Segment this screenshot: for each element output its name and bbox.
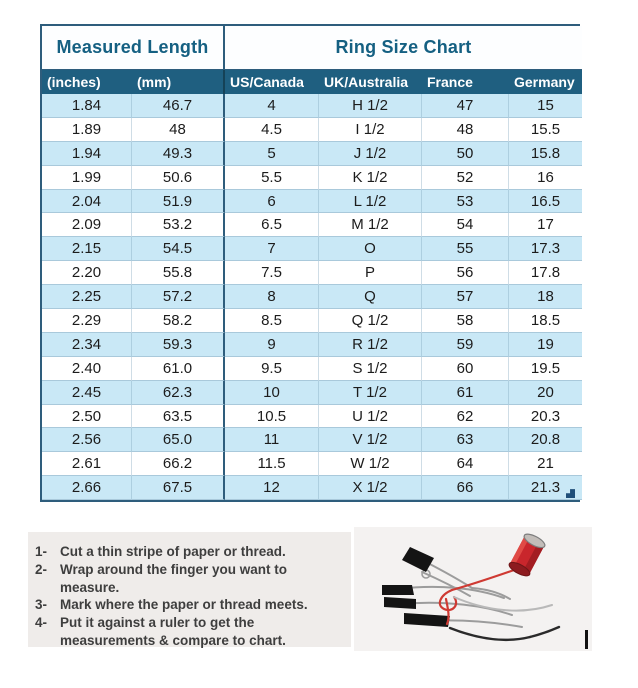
column-header-france: France [422, 70, 509, 94]
cell-r13-c1: 2.45 [42, 381, 132, 405]
gray-thread [454, 597, 552, 611]
cell-r7-c4: O [319, 237, 422, 261]
column-header-inches: (inches) [42, 70, 132, 94]
cell-r5-c4: L 1/2 [319, 190, 422, 214]
cell-r10-c6: 18.5 [509, 309, 582, 333]
step-number: 4- [35, 615, 48, 631]
cell-r3-c3: 5 [225, 142, 319, 166]
cell-r10-c4: Q 1/2 [319, 309, 422, 333]
cell-r4-c3: 5.5 [225, 166, 319, 190]
cell-r2-c6: 15.5 [509, 118, 582, 142]
instruction-step-2 [35, 561, 345, 597]
cell-r15-c4: V 1/2 [319, 428, 422, 452]
instruction-step-3 [35, 596, 345, 614]
cell-r11-c2: 59.3 [132, 333, 225, 357]
cell-r16-c3: 11.5 [225, 452, 319, 476]
cell-r17-c4: X 1/2 [319, 476, 422, 500]
cell-r16-c1: 2.61 [42, 452, 132, 476]
cell-r16-c5: 64 [422, 452, 509, 476]
cell-r15-c1: 2.56 [42, 428, 132, 452]
cell-r3-c6: 15.8 [509, 142, 582, 166]
cell-r9-c6: 18 [509, 285, 582, 309]
cell-r15-c5: 63 [422, 428, 509, 452]
cell-r6-c1: 2.09 [42, 213, 132, 237]
cell-r17-c6: 21.3 [509, 476, 582, 500]
text-cursor-artifact [585, 630, 588, 649]
cell-r12-c2: 61.0 [132, 357, 225, 381]
cell-r3-c5: 50 [422, 142, 509, 166]
table-title-ring-size-chart: Ring Size Chart [225, 26, 582, 70]
column-header-germany: Germany [509, 70, 582, 94]
cell-r5-c5: 53 [422, 190, 509, 214]
cell-r13-c4: T 1/2 [319, 381, 422, 405]
cell-r13-c6: 20 [509, 381, 582, 405]
cell-r7-c1: 2.15 [42, 237, 132, 261]
cell-r5-c6: 16.5 [509, 190, 582, 214]
cell-r12-c4: S 1/2 [319, 357, 422, 381]
cell-r4-c6: 16 [509, 166, 582, 190]
cell-r6-c5: 54 [422, 213, 509, 237]
cell-r13-c3: 10 [225, 381, 319, 405]
instructions-panel [28, 532, 351, 647]
cell-r4-c2: 50.6 [132, 166, 225, 190]
cell-r11-c1: 2.34 [42, 333, 132, 357]
cell-r6-c2: 53.2 [132, 213, 225, 237]
cell-r11-c6: 19 [509, 333, 582, 357]
hand-illustration-panel [354, 527, 592, 651]
cell-r17-c3: 12 [225, 476, 319, 500]
step-text: Put it against a ruler to get the measurements & compare to chart. [60, 615, 286, 649]
cell-r12-c6: 19.5 [509, 357, 582, 381]
cell-r9-c4: Q [319, 285, 422, 309]
cell-r14-c2: 63.5 [132, 405, 225, 429]
cell-r7-c2: 54.5 [132, 237, 225, 261]
cell-r14-c3: 10.5 [225, 405, 319, 429]
step-number: 2- [35, 561, 48, 577]
cell-r16-c4: W 1/2 [319, 452, 422, 476]
cell-r13-c5: 61 [422, 381, 509, 405]
step-number: 3- [35, 597, 48, 613]
cell-r15-c3: 11 [225, 428, 319, 452]
cell-r8-c2: 55.8 [132, 261, 225, 285]
cell-r2-c5: 48 [422, 118, 509, 142]
cell-r3-c1: 1.94 [42, 142, 132, 166]
cell-r8-c3: 7.5 [225, 261, 319, 285]
wrist-lines [450, 627, 559, 640]
cell-r8-c4: P [319, 261, 422, 285]
cell-r14-c4: U 1/2 [319, 405, 422, 429]
cell-r8-c1: 2.20 [42, 261, 132, 285]
cell-r11-c5: 59 [422, 333, 509, 357]
ring-size-table [40, 24, 580, 502]
cell-r8-c5: 56 [422, 261, 509, 285]
cell-r2-c3: 4.5 [225, 118, 319, 142]
cell-r17-c5: 66 [422, 476, 509, 500]
cell-r12-c3: 9.5 [225, 357, 319, 381]
cell-r15-c2: 65.0 [132, 428, 225, 452]
cell-r7-c3: 7 [225, 237, 319, 261]
cell-r2-c2: 48 [132, 118, 225, 142]
cell-r6-c6: 17 [509, 213, 582, 237]
cell-r1-c1: 1.84 [42, 94, 132, 118]
step-text: Cut a thin stripe of paper or thread. [60, 544, 286, 559]
table-title-measured-length: Measured Length [42, 26, 225, 70]
cell-r2-c1: 1.89 [42, 118, 132, 142]
cell-r4-c1: 1.99 [42, 166, 132, 190]
instruction-step-1 [35, 543, 345, 561]
step-text: Mark where the paper or thread meets. [60, 597, 308, 613]
cell-r12-c1: 2.40 [42, 357, 132, 381]
cell-r5-c3: 6 [225, 190, 319, 214]
cell-r9-c2: 57.2 [132, 285, 225, 309]
cell-r3-c4: J 1/2 [319, 142, 422, 166]
cell-r1-c5: 47 [422, 94, 509, 118]
cell-r5-c1: 2.04 [42, 190, 132, 214]
cell-r17-c2: 67.5 [132, 476, 225, 500]
cell-r10-c3: 8.5 [225, 309, 319, 333]
cell-r9-c1: 2.25 [42, 285, 132, 309]
cell-r14-c5: 62 [422, 405, 509, 429]
cell-r7-c6: 17.3 [509, 237, 582, 261]
column-header-us-canada: US/Canada [225, 70, 319, 94]
cell-r2-c4: I 1/2 [319, 118, 422, 142]
cell-r15-c6: 20.8 [509, 428, 582, 452]
cell-r14-c1: 2.50 [42, 405, 132, 429]
instruction-step-4 [35, 614, 345, 650]
step-text: Wrap around the finger you want to measure. [60, 561, 288, 595]
cell-r7-c5: 55 [422, 237, 509, 261]
cell-r16-c6: 21 [509, 452, 582, 476]
cell-r1-c6: 15 [509, 94, 582, 118]
cell-r9-c5: 57 [422, 285, 509, 309]
cell-r10-c5: 58 [422, 309, 509, 333]
cell-r13-c2: 62.3 [132, 381, 225, 405]
cell-r11-c4: R 1/2 [319, 333, 422, 357]
cell-r1-c3: 4 [225, 94, 319, 118]
cell-r6-c4: M 1/2 [319, 213, 422, 237]
cell-r3-c2: 49.3 [132, 142, 225, 166]
cell-r8-c6: 17.8 [509, 261, 582, 285]
column-header-mm: (mm) [132, 70, 225, 94]
cell-r17-c1: 2.66 [42, 476, 132, 500]
cell-r5-c2: 51.9 [132, 190, 225, 214]
cell-r4-c4: K 1/2 [319, 166, 422, 190]
cell-r1-c4: H 1/2 [319, 94, 422, 118]
cell-r11-c3: 9 [225, 333, 319, 357]
cell-r10-c2: 58.2 [132, 309, 225, 333]
step-number: 1- [35, 544, 48, 559]
cell-r10-c1: 2.29 [42, 309, 132, 333]
cell-r16-c2: 66.2 [132, 452, 225, 476]
cell-r12-c5: 60 [422, 357, 509, 381]
cell-r6-c3: 6.5 [225, 213, 319, 237]
cell-r14-c6: 20.3 [509, 405, 582, 429]
column-header-uk-australia: UK/Australia [319, 70, 422, 94]
cell-r4-c5: 52 [422, 166, 509, 190]
cell-r9-c3: 8 [225, 285, 319, 309]
cell-r1-c2: 46.7 [132, 94, 225, 118]
hand-thread-illustration [354, 527, 592, 651]
